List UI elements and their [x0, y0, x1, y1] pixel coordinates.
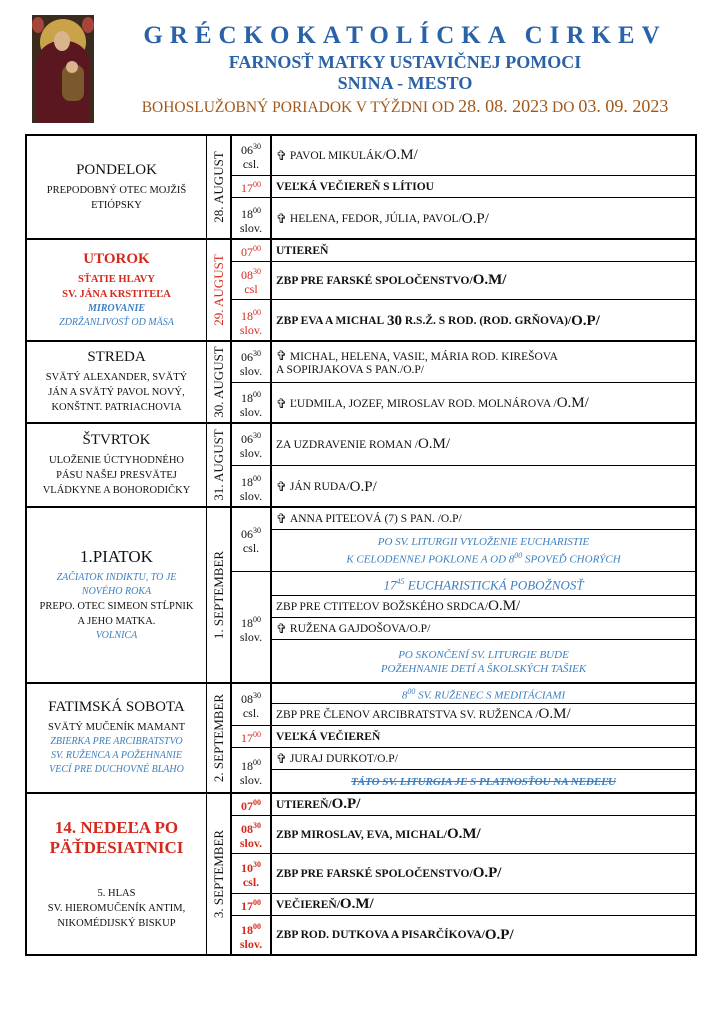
time-cell: $18^{00}$ slov.: [232, 466, 272, 508]
event-cell: ✞ PAVOL MIKULÁK/ O.M/: [272, 136, 695, 176]
cross-icon: ✞: [276, 348, 287, 363]
event-note: PO SKONČENÍ SV. LITURGIE BUDE POŽEHNANIE DETÍ A ŠKOLSKÝCH TAŠIEK: [380, 649, 587, 675]
event-note: $8^{00}$ SV. RUŽENEC S MEDITÁCIAMI: [272, 684, 695, 704]
event-note: $17^{45}$ EUCHARISTICKÁ POBOŽNOSŤ: [272, 572, 695, 596]
event-cell: ZBP EVA A MICHAL 30 R.S.Ž. S ROD. (ROD. GRŇOVA)/ O.P/: [276, 312, 600, 329]
time-cell: $17^{00}$: [232, 726, 272, 748]
day-name: STREDA: [87, 349, 146, 365]
event-cell: ✞ HELENA, FEDOR, JÚLIA, PAVOL/ O.P/: [276, 210, 489, 227]
day-name: PONDELOK: [76, 161, 157, 178]
date-label: 29. AUGUST: [210, 254, 226, 326]
day-friday: 1.PIATOK ZAČIATOK INDIKTU, TO JE NOVÉHO ROKA PREPO. OTEC SIMEON STĹPNIK A JEHO MATKA. VOLNICA 1. SEPTEMBER $06^{30}$ csl. ✞ ANNA PITEĽOVÁ (7) S PAN. / O.P/ PO SV. LITURGII VYLOŽENIE EUCHARISTIE K CELODENNEJ POKLONE A OD $8^{00}$ SPOVEĎ CHORÝCH $18^{00}$ slov. $17^{45}$ EUCHARISTICKÁ POBOŽNOSŤ ZBP PRE CTITEĽOV BOŽSKÉHO SRDCA/ O.M/ ✞ RUŽENA GAJDOŠOVA/ O.P/ PO SKONČENÍ SV. LITURGIE BUDE POŽEHNANIE DETÍ A ŠKOLSKÝCH TAŠIEK: [27, 508, 695, 684]
event-cell: VEĽKÁ VEČIEREŇ S LÍTIOU: [272, 176, 695, 198]
time-cell: $06^{30}$ slov.: [232, 342, 272, 383]
cross-icon: ✞: [276, 395, 287, 411]
event-cell: ZA UZDRAVENIE ROMAN / O.M/: [272, 424, 695, 466]
day-name: FATIMSKÁ SOBOTA: [48, 699, 185, 715]
day-name: ŠTVRTOK: [82, 432, 151, 448]
date-label: 31. AUGUST: [210, 429, 226, 501]
day-monday: PONDELOK PREPODOBNÝ OTEC MOJŽIŠ ETIÓPSKY 28. AUGUST $06^{30}$ csl. ✞ PAVOL MIKULÁK/ O.M/ $17^{00}$ VEĽKÁ VEČIEREŇ S LÍTIOU $18^{00}$ slov. ✞ HELENA, FEDOR, JÚLIA, PAVOL/ O.P/: [27, 136, 695, 240]
schedule-table: [25, 134, 697, 956]
day-saturday: FATIMSKÁ SOBOTA SVÄTÝ MUČENÍK MAMANT ZBIERKA PRE ARCIBRATSTVO SV. RUŽENCA A POŽEHNANIE VECÍ PRE DUCHOVNÉ BLAHO 2. SEPTEMBER $08^{30}$ csl. $8^{00}$ SV. RUŽENEC S MEDITÁCIAMI ZBP PRE ČLENOV ARCIBRATSTVA SV. RUŽENCA / O.M/ $17^{00}$ VEĽKÁ VEČIEREŇ $18^{00}$ slov. ✞ JURAJ DURKOT/ O.P/ TÁTO SV. LITURGIA JE S PLATNOSŤOU NA NEDEĽU: [27, 684, 695, 794]
time-cell: $17^{00}$: [232, 894, 272, 916]
time-cell: $18^{00}$ slov.: [232, 748, 272, 794]
day-name: 1.PIATOK: [80, 547, 153, 566]
time-cell: $08^{30}$ csl: [232, 262, 272, 300]
cross-icon: ✞: [276, 750, 287, 766]
date-label: 1. SEPTEMBER: [210, 550, 226, 640]
time-cell: $08^{30}$ csl.: [232, 684, 272, 726]
time-cell: $18^{00}$ slov.: [232, 198, 272, 240]
cross-icon: ✞: [276, 147, 287, 163]
event-note: TÁTO SV. LITURGIA JE S PLATNOSŤOU NA NEDEĽU: [351, 776, 616, 788]
event-cell: VEĽKÁ VEČIEREŇ: [272, 726, 695, 748]
event-cell: UTIEREŇ/ O.P/: [272, 794, 695, 816]
time-cell: $18^{00}$ slov.: [232, 572, 272, 684]
event-cell: ✞ JURAJ DURKOT/ O.P/: [272, 748, 695, 770]
day-name: UTOROK: [83, 250, 150, 267]
date-label: 3. SEPTEMBER: [210, 829, 226, 919]
date-label: 28. AUGUST: [210, 151, 226, 223]
time-cell: $18^{00}$ slov.: [232, 383, 272, 424]
event-cell: ZBP PRE CTITEĽOV BOŽSKÉHO SRDCA/ O.M/: [272, 596, 695, 618]
date-label: 30. AUGUST: [210, 346, 226, 418]
icon-image: [32, 15, 94, 123]
time-cell: $07^{00}$: [232, 794, 272, 816]
time-cell: $07^{00}$: [232, 240, 272, 262]
day-thursday: ŠTVRTOK ULOŽENIE ÚCTYHODNÉHO PÁSU NAŠEJ PRESVÄTEJ VLÁDKYNE A BOHORODIČKY 31. AUGUST $06^{30}$ slov. ZA UZDRAVENIE ROMAN / O.M/ $18^{00}$ slov. ✞ JÁN RUDA/ O.P/: [27, 424, 695, 508]
time-cell: $18^{00}$ slov.: [232, 300, 272, 342]
date-label: 2. SEPTEMBER: [210, 693, 226, 783]
event-cell: ZBP PRE FARSKÉ SPOLOČENSTVO/ O.M/: [272, 262, 695, 300]
day-tuesday: UTOROK SŤATIE HLAVY SV. JÁNA KRSTITEĽA MIROVANIE ZDRŽANLIVOSŤ OD MÄSA 29. AUGUST $07^{00}$ UTIEREŇ $08^{30}$ csl ZBP PRE FARSKÉ SPOLOČENSTVO/ O.M/ $18^{00}$ slov. ZBP EVA A MICHAL 30 R.S.Ž. S ROD. (ROD. GRŇOVA)/ O.P/: [27, 240, 695, 342]
parish-name: FARNOSŤ MATKY USTAVIČNEJ POMOCI: [228, 52, 582, 72]
town-name: SNINA - MESTO: [337, 73, 473, 93]
cross-icon: ✞: [276, 620, 287, 636]
event-cell: ✞ ANNA PITEĽOVÁ (7) S PAN. / O.P/: [272, 508, 695, 530]
time-cell: $06^{30}$ slov.: [232, 424, 272, 466]
time-cell: $10^{30}$ csl.: [232, 854, 272, 894]
cross-icon: ✞: [276, 211, 287, 226]
time-cell: $06^{30}$ csl.: [232, 136, 272, 176]
event-cell: ✞ MICHAL, HELENA, VASIĽ, MÁRIA ROD. KIREŠOVA A SOPIRJAKOVA S PAN./O.P/: [272, 342, 695, 383]
event-cell: ✞ ĽUDMILA, JOZEF, MIROSLAV ROD. MOLNÁROVA / O.M/: [276, 395, 589, 411]
day-name: 14. NEDEĽA PO: [54, 817, 179, 837]
day-wednesday: STREDA SVÄTÝ ALEXANDER, SVÄTÝ JÁN A SVÄTÝ PAVOL NOVÝ, KONŠTNT. PATRIACHOVIA 30. AUGUST $06^{30}$ slov. ✞ MICHAL, HELENA, VASIĽ, MÁRIA ROD. KIREŠOVA A SOPIRJAKOVA S PAN./O.P/ $18^{00}$ slov. ✞ ĽUDMILA, JOZEF, MIROSLAV ROD. MOLNÁROVA / O.M/: [27, 342, 695, 424]
time-cell: $17^{00}$: [232, 176, 272, 198]
event-note: PO SV. LITURGII VYLOŽENIE EUCHARISTIE K CELODENNEJ POKLONE A OD $8^{00}$ SPOVEĎ CHORÝCH: [272, 530, 695, 572]
church-title: GRÉCKOKATOLÍCKA CIRKEV: [143, 22, 667, 49]
cross-icon: ✞: [276, 510, 287, 526]
event-cell: ✞ JÁN RUDA/ O.P/: [276, 478, 377, 495]
cross-icon: ✞: [276, 479, 287, 494]
time-cell: $08^{30}$ slov.: [232, 816, 272, 854]
event-cell: ZBP PRE ČLENOV ARCIBRATSTVA SV. RUŽENCA / O.M/: [272, 704, 695, 726]
schedule-title: BOHOSLUŽOBNÝ PORIADOK V TÝŽDNI OD 28. 08. 2023 DO 03. 09. 2023: [141, 96, 669, 116]
event-cell: ZBP ROD. DUTKOVA A PISARČÍKOVA/ O.P/: [276, 926, 514, 943]
event-cell: VEČIEREŇ/ O.M/: [272, 894, 695, 916]
time-cell: $06^{30}$ csl.: [232, 508, 272, 572]
event-cell: UTIEREŇ: [272, 240, 695, 262]
event-cell: ZBP PRE FARSKÉ SPOLOČENSTVO/ O.P/: [272, 854, 695, 894]
day-sunday: 14. NEDEĽA PO PÄŤDESIATNICI 5. HLAS SV. HIEROMUČENÍK ANTIM, NIKOMÉDIJSKÝ BISKUP 3. SEPTEMBER $07^{00}$ UTIEREŇ/ O.P/ $08^{30}$ slov. ZBP MIROSLAV, EVA, MICHAL/ O.M/ $10^{30}$ csl. ZBP PRE FARSKÉ SPOLOČENSTVO/ O.P/ $17^{00}$ VEČIEREŇ/ O.M/ $18^{00}$ slov. ZBP ROD. DUTKOVA A PISARČÍKOVA/ O.P/: [27, 794, 695, 954]
event-cell: ✞ RUŽENA GAJDOŠOVA/ O.P/: [272, 618, 695, 640]
event-cell: ZBP MIROSLAV, EVA, MICHAL/ O.M/: [272, 816, 695, 854]
time-cell: $18^{00}$ slov.: [232, 916, 272, 954]
